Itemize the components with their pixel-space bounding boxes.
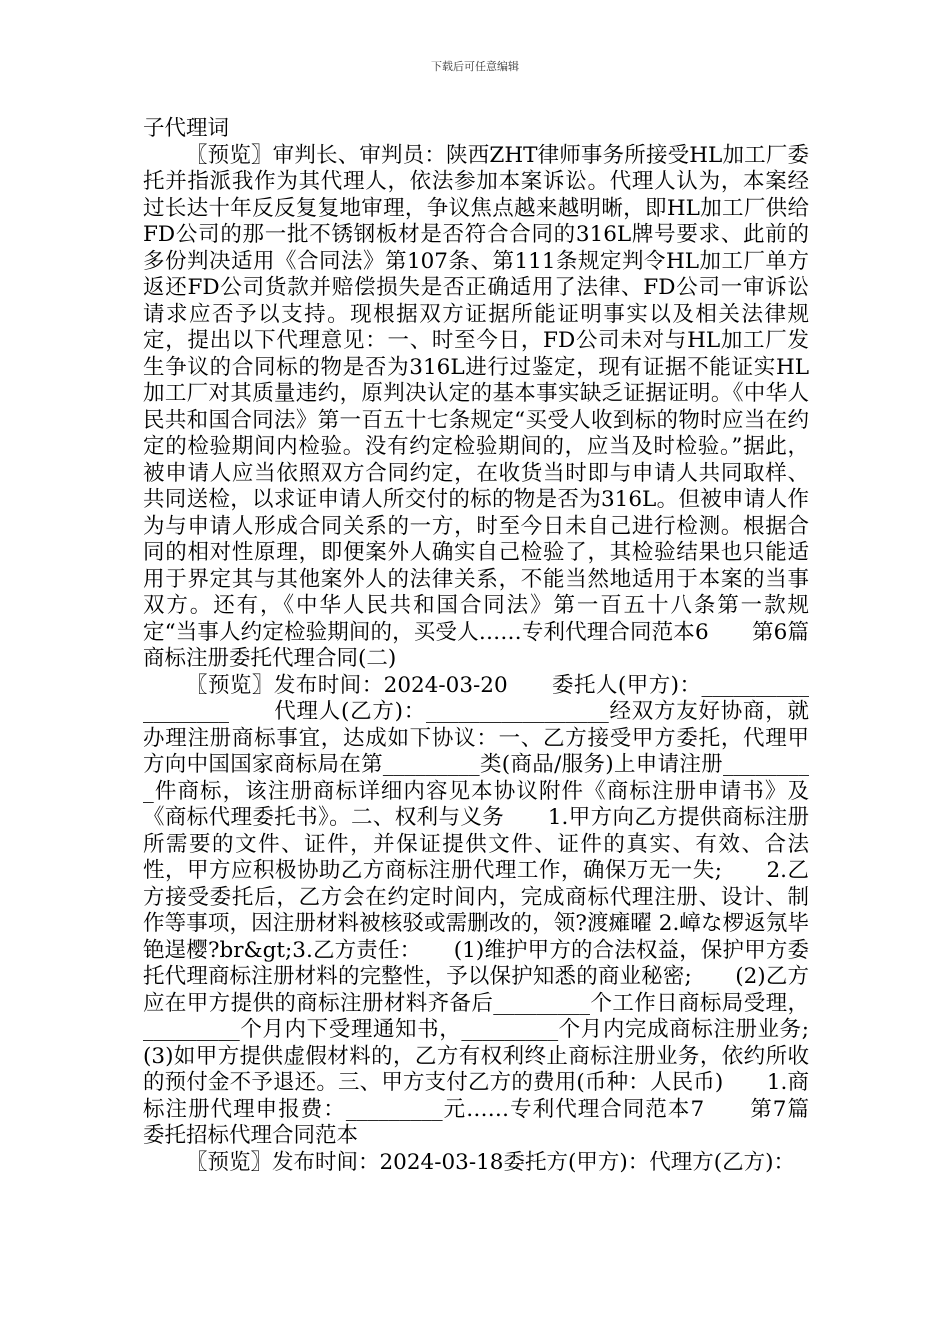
paragraph-trademark-contract: 〖预览〗发布时间：2024-03-20 委托人(甲方)：__________________ 代理人(乙方)：_________________经双方友好协商，就办理注册商标事宜，达成如下协议：一、乙方接受甲方委托，代理甲方向中国国家商标局在第_________类(商品/服务)上申请注册_________件商标，该注册商标详细内容见本协议附件《商标注册申请书》及《商标代理委托书》。二、权利与义务 1.甲方向乙方提供商标注册所需要的文件、证件，并保证提供文件、证件的真实、有效、合法性，甲方应积极协助乙方商标注册代理工作，确保万无一失; 2.乙方接受委托后，乙方会在约定时间内，完成商标代理注册、设计、制作等事项，因注册材料被核驳或需删改的，领?渡瘫曜 2.嶂な椤返氖毕铯逞樱?br&gt;3.乙方责任： (1)维护甲方的合法权益，保护甲方委托代理商标注册材料的完整性，予以保护知悉的商业秘密; (2)乙方应在甲方提供的商标注册材料齐备后_________个工作日商标局受理，_________个月内下受理通知书，_________个月内完成商标注册业务; (3)如甲方提供虚假材料的，乙方有权利终止商标注册业务，依约所收的预付金不予退还。三、甲方支付乙方的费用(币种：人民币) 1.商标注册代理申报费：_________元……专利代理合同范本7 第7篇 委托招标代理合同范本 — [143, 672, 853, 1148]
section-title: 子代理词 — [143, 116, 230, 141]
document-body — [143, 116, 853, 1176]
paragraph-bidding-contract: 〖预览〗发布时间：2024-03-18委托方(甲方)：代理方(乙方)： — [186, 1149, 796, 1175]
page-header-note: 下载后可任意编辑 — [431, 60, 519, 73]
paragraph-agent-statement: 〖预览〗审判长、审判员：陕西ZHT律师事务所接受HL加工厂委托并指派我作为其代理人，依法参加本案诉讼。代理人认为，本案经过长达十年反反复复地审理，争议焦点越来越明晰，即HL加工厂供给FD公司的那一批不锈钢板材是否符合合同的316L牌号要求、此前的多份判决适用《合同法》第107条、第111条规定判令HL加工厂单方返还FD公司货款并赔偿损失是否正确适用了法律、FD公司一审诉讼请求应否予以支持。现根据双方证据所能证明事实以及相关法律规定，提出以下代理意见：一、时至今日，FD公司未对与HL加工厂发生争议的合同标的物是否为316L进行过鉴定，现有证据不能证实HL加工厂对其质量违约，原判决认定的基本事实缺乏证据证明。《中华人民共和国合同法》第一百五十七条规定“买受人收到标的物时应当在约定的检验期间内检验。没有约定检验期间的，应当及时检验。”据此，被申请人应当依照双方合同约定，在收货当时即与申请人共同取样、共同送检，以求证申请人所交付的标的物是否为316L。但被申请人作为与申请人形成合同关系的一方，时至今日未自己进行检测。根据合同的相对性原理，即便案外人确实自己检验了，其检验结果也只能适用于界定其与其他案外人的法律关系，不能当然地适用于本案的当事双方。还有，《中华人民共和国合同法》第一百五十八条第一款规定“当事人约定检验期间的，买受人……专利代理合同范本6 第6篇 商标注册委托代理合同(二) — [143, 142, 809, 671]
